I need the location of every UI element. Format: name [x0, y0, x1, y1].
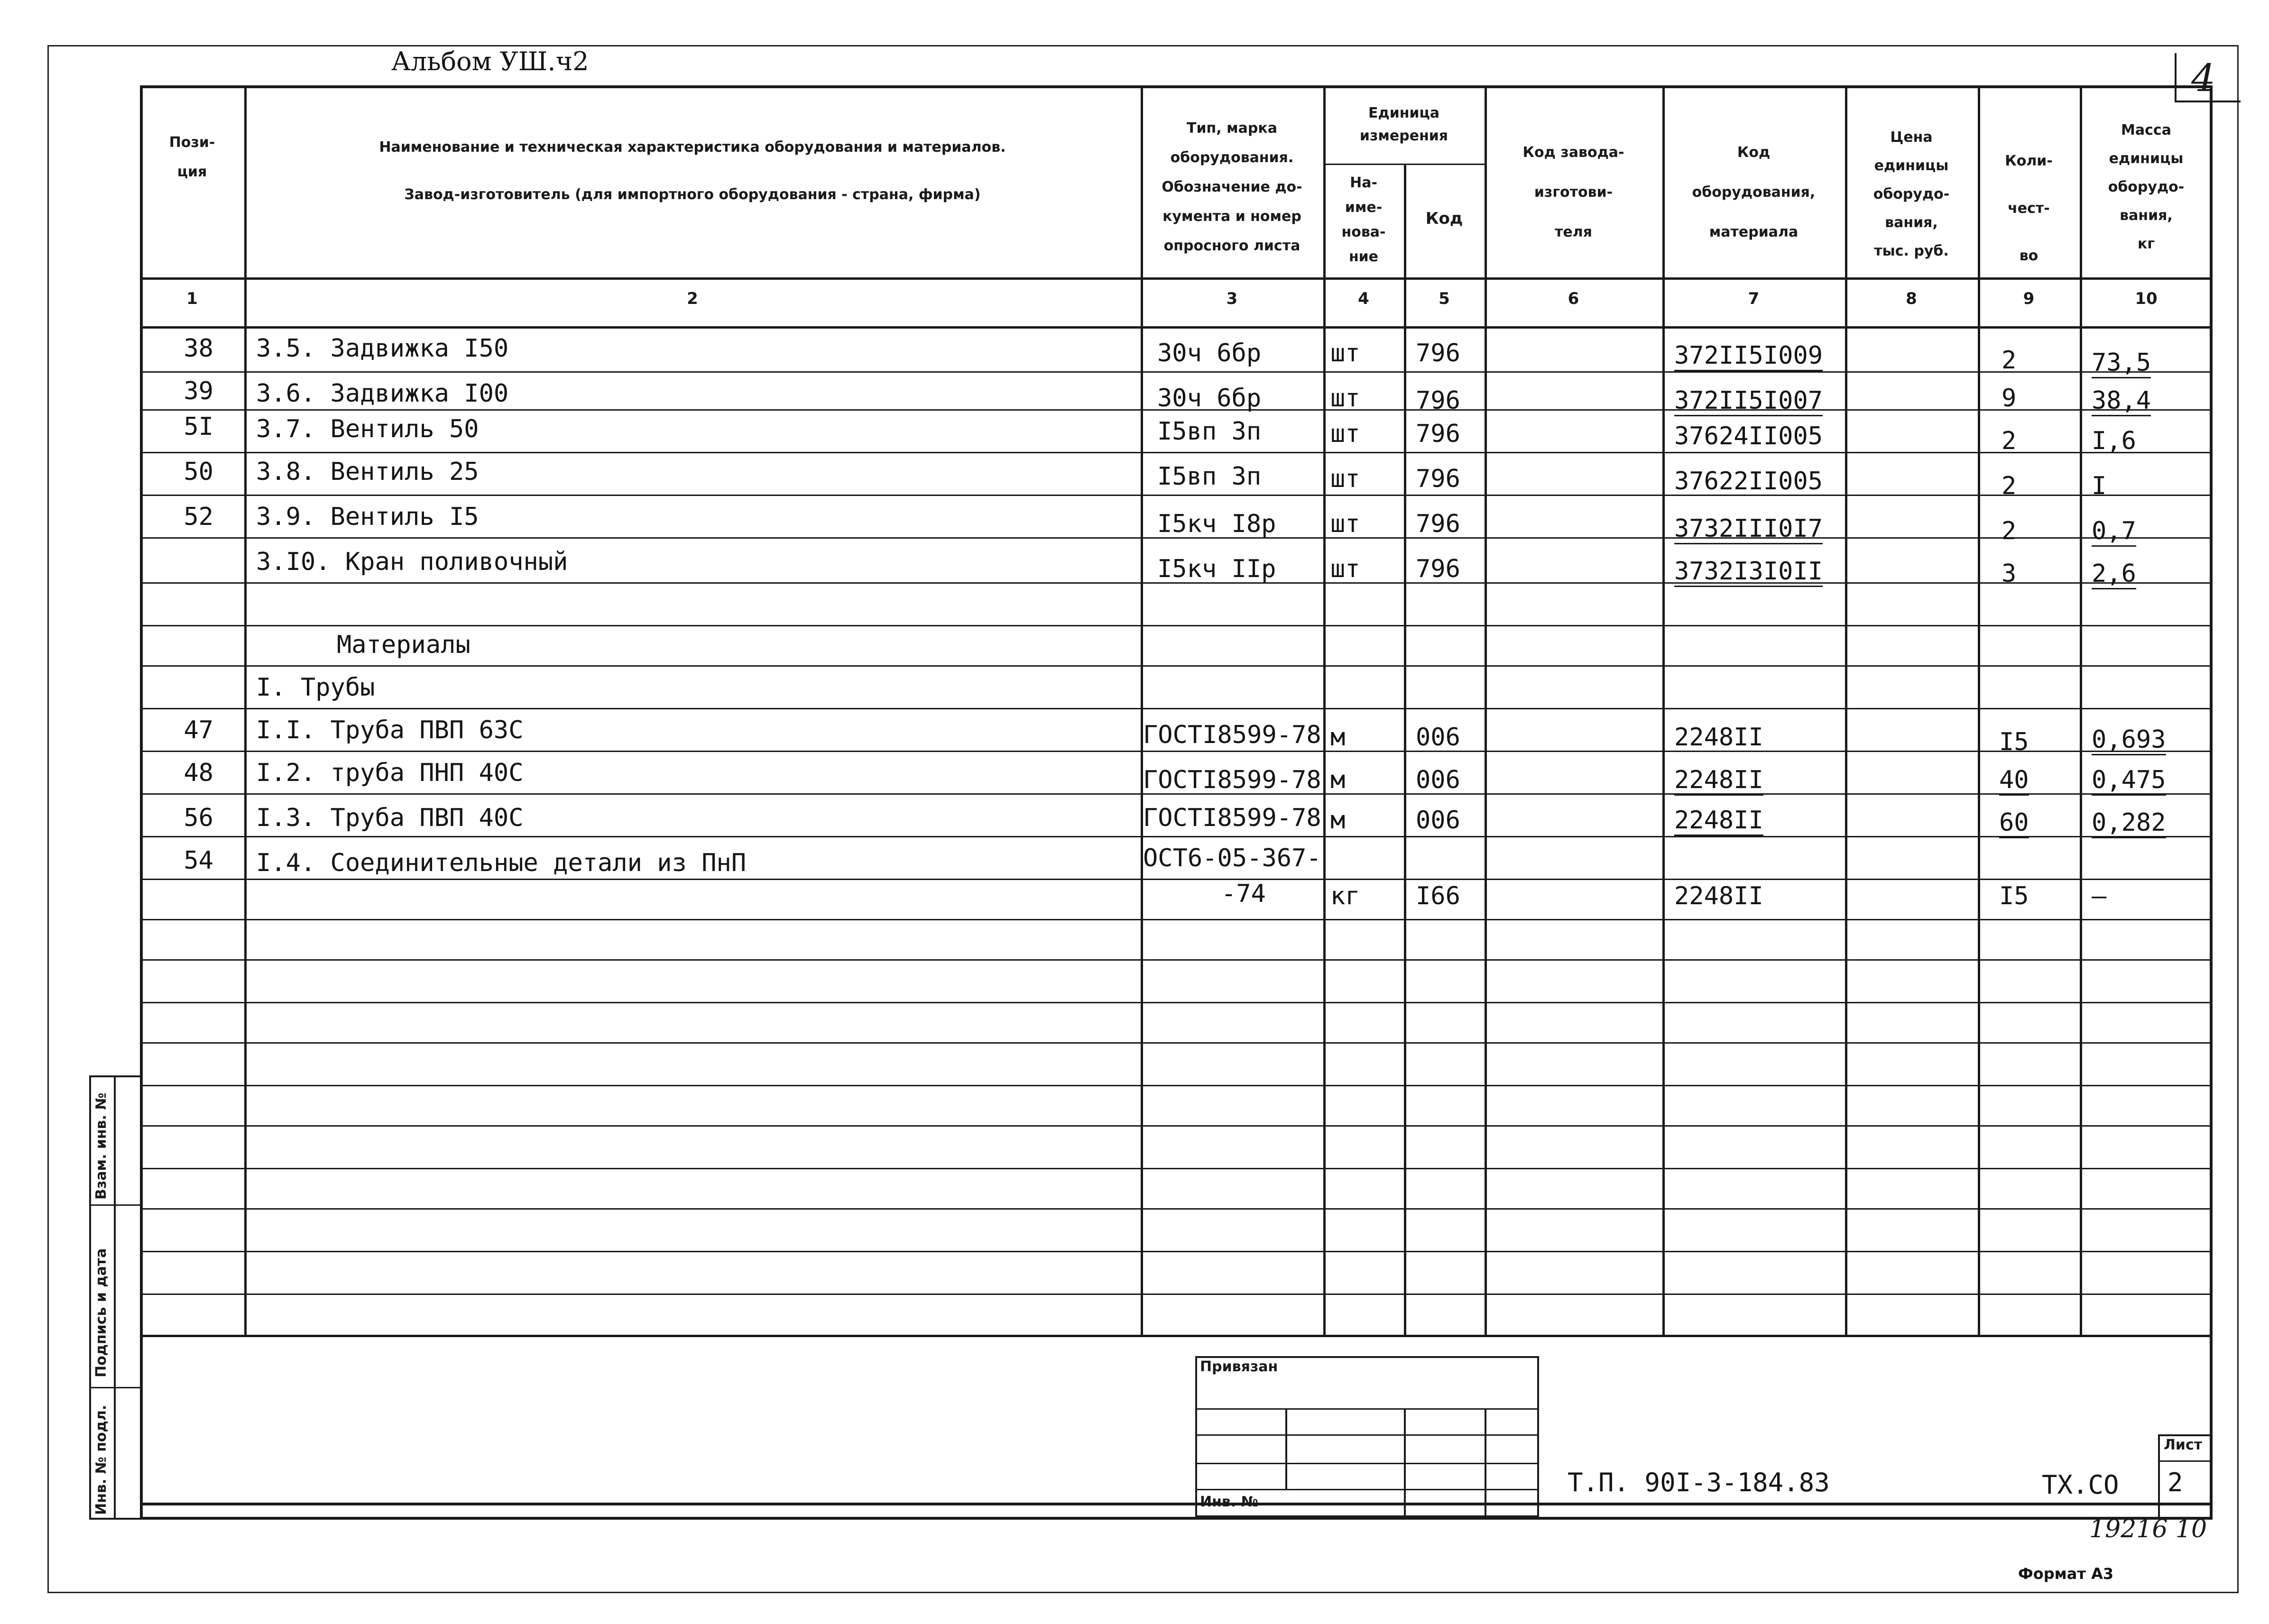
row-line	[140, 1168, 2213, 1169]
row-unit-code: 006	[1416, 766, 1460, 794]
paper-format-label: Формат А3	[2018, 1565, 2114, 1583]
row-line	[140, 665, 2213, 667]
row-type: I5вп 3п	[1157, 462, 1262, 491]
row-position: 38	[184, 334, 213, 363]
row-unit: шт	[1330, 339, 1360, 367]
binding-box	[1195, 1356, 1539, 1517]
row-mass: 0,475	[2092, 766, 2166, 796]
section-heading: Материалы	[337, 631, 470, 659]
row-position: 47	[184, 716, 213, 744]
row-equipment-code: 2248II	[1674, 766, 1763, 796]
col-divider-2	[1141, 85, 1143, 1337]
row-quantity: 2	[2002, 346, 2017, 375]
row-name: 3.5. Задвижка I50	[256, 334, 509, 363]
binding-label: Привязан	[1200, 1358, 1278, 1375]
row-equipment-code: 2248II	[1674, 723, 1763, 752]
row-unit-code: 796	[1416, 420, 1460, 448]
column-number: 4	[1358, 289, 1369, 308]
row-name: I.I. Труба ПВП 63С	[256, 716, 524, 744]
album-title: Альбом УШ.ч2	[391, 46, 589, 76]
row-position: 48	[184, 759, 213, 787]
original-inventory-label: Инв. № подл.	[93, 1404, 110, 1515]
unit-subheader-line	[1323, 164, 1485, 165]
row-line	[140, 495, 2213, 496]
row-unit: шт	[1330, 510, 1360, 538]
column-number: 10	[2135, 289, 2158, 308]
row-unit-code: 006	[1416, 723, 1460, 752]
row-quantity: I5	[1999, 728, 2029, 756]
binding-line	[1195, 1434, 1539, 1436]
row-line	[140, 919, 2213, 920]
row-unit-code: 796	[1416, 339, 1460, 367]
row-unit: шт	[1330, 555, 1360, 583]
row-type: ГОСТI8599-78	[1143, 804, 1321, 832]
row-mass: 0,282	[2092, 808, 2166, 838]
binding-line	[1195, 1463, 1539, 1464]
row-equipment-code: 37622II005	[1674, 467, 1823, 495]
row-quantity: 40	[1999, 766, 2029, 796]
row-line	[140, 1294, 2213, 1295]
row-quantity: 60	[1999, 808, 2029, 838]
row-type: ОСТ6-05-367-	[1143, 844, 1321, 872]
row-equipment-code: 3732I3I0II	[1674, 557, 1823, 587]
left-stamp-line	[89, 1204, 143, 1206]
document-mark: ТХ.СО	[2042, 1470, 2119, 1500]
row-equipment-code: 2248II	[1674, 806, 1763, 836]
row-unit-code: 006	[1416, 806, 1460, 835]
row-equipment-code: 3732III0I7	[1674, 514, 1823, 544]
row-position: 39	[184, 377, 213, 405]
sheet-box-divider	[2158, 1460, 2213, 1462]
row-type: ГОСТI8599-78	[1143, 721, 1321, 749]
sheet-number: 2	[2168, 1468, 2183, 1497]
left-stamp-line	[89, 1387, 143, 1388]
row-unit: м	[1330, 766, 1346, 794]
header-unit-name: На- име- нова- ние	[1341, 174, 1386, 265]
col-divider-9	[2080, 85, 2082, 1337]
row-name: I.4. Соединительные детали из ПнП	[256, 849, 747, 877]
row-type: 30ч 6бр	[1157, 384, 1262, 413]
row-unit-code: 796	[1416, 386, 1460, 415]
row-unit-code: 796	[1416, 555, 1460, 583]
column-number: 3	[1226, 289, 1238, 308]
row-name: 3.8. Вентиль 25	[256, 458, 479, 486]
row-mass: I	[2092, 472, 2107, 500]
row-line	[140, 1251, 2213, 1252]
row-equipment-code: 2248II	[1674, 882, 1763, 910]
row-position: 50	[184, 458, 213, 486]
row-unit-code: 796	[1416, 510, 1460, 538]
row-mass: 73,5	[2092, 349, 2151, 378]
row-position: 56	[184, 804, 213, 832]
binding-line	[1195, 1408, 1539, 1410]
row-unit-code: I66	[1416, 882, 1460, 910]
header-type: Тип, марка оборудования. Обозначение до- кумента и номер опросного листа	[1162, 120, 1302, 254]
column-number: 6	[1568, 289, 1579, 308]
header-price: Цена единицы оборудо- вания, тыс. руб.	[1873, 129, 1950, 259]
sheet-bottom-line	[47, 1592, 2239, 1593]
row-quantity: I5	[1999, 882, 2029, 910]
header-equipment-code: Код оборудования, материала	[1692, 144, 1816, 240]
column-number: 1	[186, 289, 198, 308]
row-quantity: 2	[2002, 472, 2017, 500]
column-number: 5	[1439, 289, 1450, 308]
row-equipment-code: 372II5I007	[1674, 386, 1823, 416]
row-type: I5вп 3п	[1157, 417, 1262, 446]
row-position: 5I	[184, 413, 213, 441]
header-name-line1: Наименование и техническая характеристика оборудования и материалов.	[379, 139, 1006, 156]
subsection-heading: I. Трубы	[256, 673, 375, 702]
row-type: I5кч I8р	[1157, 510, 1276, 538]
inventory-number-label: Инв. №	[1200, 1494, 1258, 1510]
left-stamp-divider	[114, 1075, 116, 1520]
sheet-label: Лист	[2164, 1437, 2203, 1453]
header-factory-code: Код завода- изготови- теля	[1522, 144, 1624, 240]
row-position: 54	[184, 846, 213, 875]
row-line	[140, 959, 2213, 961]
column-number: 8	[1906, 289, 1917, 308]
binding-divider	[1485, 1408, 1486, 1517]
column-number: 2	[687, 289, 698, 308]
row-mass: 2,6	[2092, 560, 2136, 589]
row-unit: м	[1330, 723, 1346, 752]
row-equipment-code: 372II5I009	[1674, 341, 1823, 371]
row-equipment-code: 37624II005	[1674, 422, 1823, 450]
row-type: I5кч IIр	[1157, 555, 1276, 583]
col-divider-1	[244, 85, 247, 1337]
row-line	[140, 1002, 2213, 1003]
row-name: 3.I0. Кран поливочный	[256, 548, 568, 576]
row-line	[140, 708, 2213, 709]
row-position: 52	[184, 503, 213, 531]
row-name: 3.6. Задвижка I00	[256, 379, 509, 408]
replacement-inventory-label: Взам. инв. №	[93, 1092, 110, 1200]
header-unit-code: Код	[1425, 209, 1463, 228]
header-bottom-line	[140, 277, 2213, 280]
row-unit: шт	[1330, 384, 1360, 413]
row-unit: шт	[1330, 420, 1360, 448]
handwritten-registration-number: 19216 10	[2089, 1515, 2207, 1543]
header-mass: Масса единицы оборудо- вания, кг	[2108, 122, 2185, 252]
row-unit: м	[1330, 806, 1346, 835]
row-mass: 38,4	[2092, 386, 2151, 416]
signature-date-label: Подпись и дата	[93, 1248, 110, 1377]
row-type: 30ч 6бр	[1157, 339, 1262, 367]
row-line	[140, 1042, 2213, 1044]
row-line	[140, 625, 2213, 626]
row-mass: –	[2092, 882, 2107, 910]
row-unit: шт	[1330, 465, 1360, 493]
document-code: Т.П. 90I-3-184.83	[1568, 1468, 1830, 1497]
row-line	[140, 1208, 2213, 1210]
page-corner-number: 4	[2191, 56, 2215, 100]
row-name: I.3. Труба ПВП 40С	[256, 804, 524, 832]
col-divider-6	[1662, 85, 1665, 1337]
header-quantity: Коли- чест- во	[2005, 153, 2053, 264]
row-name: I.2. труба ПНП 40С	[256, 759, 524, 787]
col-divider-5	[1485, 85, 1487, 1337]
binding-divider	[1404, 1408, 1406, 1517]
row-name: 3.9. Вентиль I5	[256, 503, 479, 531]
binding-divider	[1285, 1408, 1287, 1489]
row-type: ГОСТI8599-78	[1143, 766, 1321, 794]
header-unit: Единица измерения	[1359, 105, 1448, 144]
row-quantity: 9	[2002, 384, 2017, 413]
col-divider-3	[1323, 85, 1326, 1337]
column-number: 9	[2023, 289, 2035, 308]
row-quantity: 3	[2002, 560, 2017, 588]
row-type-continued: -74	[1221, 880, 1266, 908]
row-line	[140, 751, 2213, 752]
row-line	[140, 452, 2213, 453]
header-name-line2: Завод-изготовитель (для импортного оборудования - страна, фирма)	[404, 186, 981, 203]
title-block-frame	[140, 1335, 2213, 1520]
row-mass: 0,693	[2092, 725, 2166, 755]
row-line	[140, 879, 2213, 880]
row-line	[140, 1085, 2213, 1086]
row-mass: I,6	[2092, 427, 2136, 455]
header-position: Пози- ция	[169, 134, 215, 180]
row-quantity: 2	[2002, 427, 2017, 455]
row-quantity: 2	[2002, 517, 2017, 545]
row-line	[140, 836, 2213, 837]
row-unit-code: 796	[1416, 465, 1460, 493]
colnum-bottom-line	[140, 326, 2213, 329]
row-mass: 0,7	[2092, 517, 2136, 547]
col-divider-7	[1845, 85, 1847, 1337]
column-number: 7	[1748, 289, 1760, 308]
row-unit: кг	[1330, 882, 1360, 910]
row-line	[140, 371, 2213, 373]
binding-line	[1195, 1489, 1539, 1490]
row-line	[140, 1125, 2213, 1127]
row-name: 3.7. Вентиль 50	[256, 415, 479, 443]
